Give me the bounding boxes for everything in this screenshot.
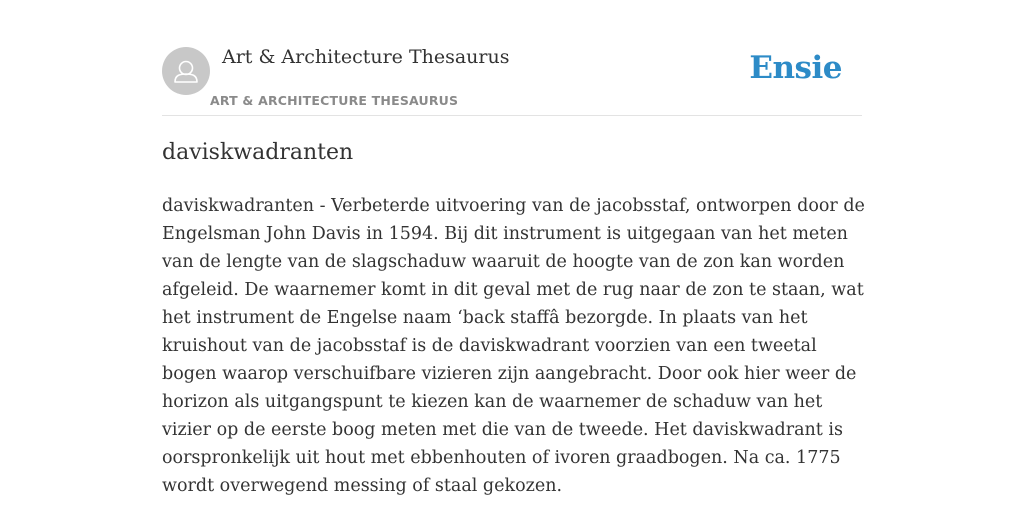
page [162, 0, 865, 512]
source-title[interactable]: Art & Architecture Thesaurus [222, 46, 510, 68]
entry-term: daviskwadranten [162, 140, 354, 165]
user-silhouette-icon [162, 47, 210, 95]
ensie-logo-link[interactable]: Ensie [749, 50, 842, 86]
entry-definition: daviskwadranten - Verbeterde uitvoering van de jacobsstaf, ontworpen door de Engelsman John Davis in 1594. Bij dit instrument is uitgegaan van het meten van de lengte van de slagschaduw waaruit de hoogte van de zon kan worden afgeleid. De waarnemer komt in dit geval met de rug naar de zon te staan, wat het instrument de Engelse naam ‘back staffâ bezorgde. In plaats van het kruishout van de jacobsstaf is de daviskwadrant voorzien van een tweetal bogen waarop verschuifbare vizieren zijn aangebracht. Door ook hier weer de horizon als uitgangspunt te kiezen kan de waarnemer de schaduw van het vizier op de eerste boog meten met die van de tweede. Het daviskwadrant is oorspronkelijk uit hout met ebbenhouten of ivoren graadbogen. Na ca. 1775 wordt overwegend messing of staal gekozen. [162, 196, 865, 496]
source-avatar[interactable] [162, 47, 210, 95]
source-subtitle[interactable]: ART & ARCHITECTURE THESAURUS [210, 93, 459, 108]
source-header [162, 0, 862, 116]
